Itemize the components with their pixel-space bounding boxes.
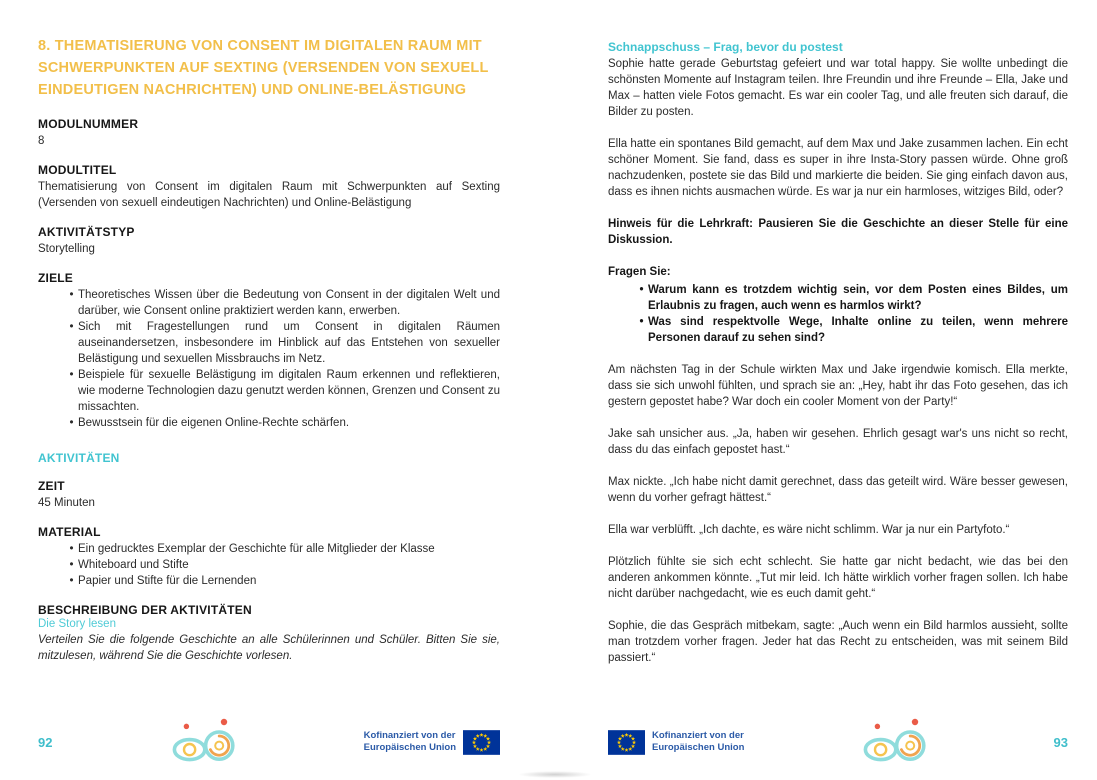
aktivitaeten-heading: AKTIVITÄTEN [38,451,120,466]
page-right [608,40,1068,682]
teacher-note: Hinweis für die Lehrkraft: Pausieren Sie die Geschichte an dieser Stelle für eine Diskussion. [608,218,1068,246]
list-item: • Sich mit Fragestellungen rund um Consent in digitalen Räumen auseinandersetzen, insbesondere im Hinblick auf das Entstehen von sexueller Belästigung und sexuellen Missbrauchs im Netz. [38,319,500,367]
fragen-list [608,282,1068,346]
zeit-label: ZEIT [38,479,65,494]
story-paragraph: Jake sah unsicher aus. „Ja, haben wir gesehen. Ehrlich gesagt war's uns nicht so recht, dass du das einfach gepostet hast.“ [608,428,1068,456]
list-item: • Theoretisches Wissen über die Bedeutung von Consent in der digitalen Welt und darüber, wie Consent online praktiziert werden kann, erwerben. [38,287,500,319]
story-paragraph: Am nächsten Tag in der Schule wirkten Max und Jake irgendwie komisch. Ella merkte, dass sie sich unwohl fühlten, und sprach sie an: „Hey, habt ihr das Foto gesehen, das ich gestern gepostet habe? War doch ein cooler Moment von der Party!“ [608,364,1068,408]
eu-flag-icon [608,730,645,755]
footer-left [38,716,500,768]
modultitel-label: MODULTITEL [38,163,117,178]
modulnummer-value: 8 [38,135,45,148]
eu-funding-attribution [608,730,744,755]
story-paragraph: Sophie hatte gerade Geburtstag gefeiert und war total happy. Sie wollte unbedingt die schönsten Momente auf Instagram teilen. Ihre Freundin und ihre Freunde – Ella, Jake und Max – hatten viele Fotos gemacht. Es war ein cooler Tag, und alle freuten sich darauf, die Bilder zu posten. [608,58,1068,118]
list-item: • Was sind respektvolle Wege, Inhalte online zu teilen, wenn mehrere Personen darauf zu sehen sind? [608,314,1068,346]
list-item: • Ein gedrucktes Exemplar der Geschichte für alle Mitglieder der Klasse [38,541,500,557]
beschreibung-label: BESCHREIBUNG DER AKTIVITÄTEN [38,603,252,618]
story-lesen-subheading: Die Story lesen [38,618,116,631]
page-number: 93 [1053,734,1068,750]
story-lesen-instruction: Verteilen Sie die folgende Geschichte an alle Schülerinnen und Schüler. Bitten Sie sie, mitzulesen, während Sie die Geschichte vorlesen. [38,634,500,663]
module-title-heading: 8. THEMATISIERUNG VON CONSENT IM DIGITALEN RAUM MIT SCHWERPUNKTEN AUF SEXTING (VERSENDEN VON SEXUELL EINDEUTIGEN NACHRICHTEN) UND ONLINE-BELÄSTIGUNG [38,38,489,98]
modultitel-value: Thematisierung von Consent im digitalen Raum mit Schwerpunkten auf Sexting (Versenden von sexuell eindeutigen Nachrichten) und Online-Belästigung [38,181,500,210]
material-list [38,541,500,589]
story-paragraph: Plötzlich fühlte sie sich echt schlecht. Sie hatte gar nicht bedacht, wie das bei den anderen ankommen könnte. „Tut mir leid. Ich hätte wirklich vorher fragen sollen. Ich habe nicht darüber nachgedacht, wie es euch damit geht.“ [608,556,1068,600]
eu-flag-icon [463,730,500,755]
story-title: Schnappschuss – Frag, bevor du postest [608,40,843,54]
aktivitaetstyp-label: AKTIVITÄTSTYP [38,225,135,240]
material-label: MATERIAL [38,525,101,540]
zeit-value: 45 Minuten [38,497,95,510]
project-logo-icon [167,716,249,768]
list-item: • Bewusstsein für die eigenen Online-Rechte schärfen. [38,415,500,431]
fragen-label: Fragen Sie: [608,266,671,278]
list-item: • Whiteboard und Stifte [38,557,500,573]
eu-funding-text: Kofinanziert von der Europäischen Union [363,730,456,753]
story-paragraph: Ella hatte ein spontanes Bild gemacht, auf dem Max und Jake zusammen lachen. Ein echt schöner Moment. Sie fand, dass es super in ihre Insta-Story passen würde. Ohne groß nachzudenken, postete sie das Bild und markierte die beiden. Sie ging einfach davon aus, dass es ihnen nichts ausmachen würde. Es war ja nur ein harmloses, witziges Bild, oder? [608,138,1068,198]
ziele-label: ZIELE [38,271,74,286]
eu-funding-attribution [364,730,500,755]
list-item: • Papier und Stifte für die Lernenden [38,573,500,589]
project-logo-icon [858,716,940,768]
page-number: 92 [38,734,53,750]
footer-right [608,716,1068,768]
page-fold-shadow [518,771,592,778]
story-paragraph: Ella war verblüfft. „Ich dachte, es wäre nicht schlimm. War ja nur ein Partyfoto.“ [608,524,1010,536]
page-left [38,36,500,664]
ziele-list [38,287,500,431]
modulnummer-label: MODULNUMMER [38,117,139,132]
aktivitaetstyp-value: Storytelling [38,243,95,256]
eu-funding-text: Kofinanziert von der Europäischen Union [652,730,745,753]
story-paragraph: Sophie, die das Gespräch mitbekam, sagte: „Auch wenn ein Bild harmlos aussieht, sollte man trotzdem vorher fragen. Jeder hat das Recht zu entscheiden, was mit seinem Bild passiert.“ [608,620,1068,664]
discussion-questions [608,264,1068,346]
story-paragraph: Max nickte. „Ich habe nicht damit gerechnet, dass das geteilt wird. Wäre besser gewesen, wenn du vorher gefragt hättest.“ [608,476,1068,504]
list-item: • Beispiele für sexuelle Belästigung im digitalen Raum erkennen und reflektieren, wie moderne Technologien dazu genutzt werden können, Grenzen und Consent zu missachten. [38,367,500,415]
list-item: • Warum kann es trotzdem wichtig sein, vor dem Posten eines Bildes, um Erlaubnis zu fragen, auch wenn es harmlos wirkt? [608,282,1068,314]
